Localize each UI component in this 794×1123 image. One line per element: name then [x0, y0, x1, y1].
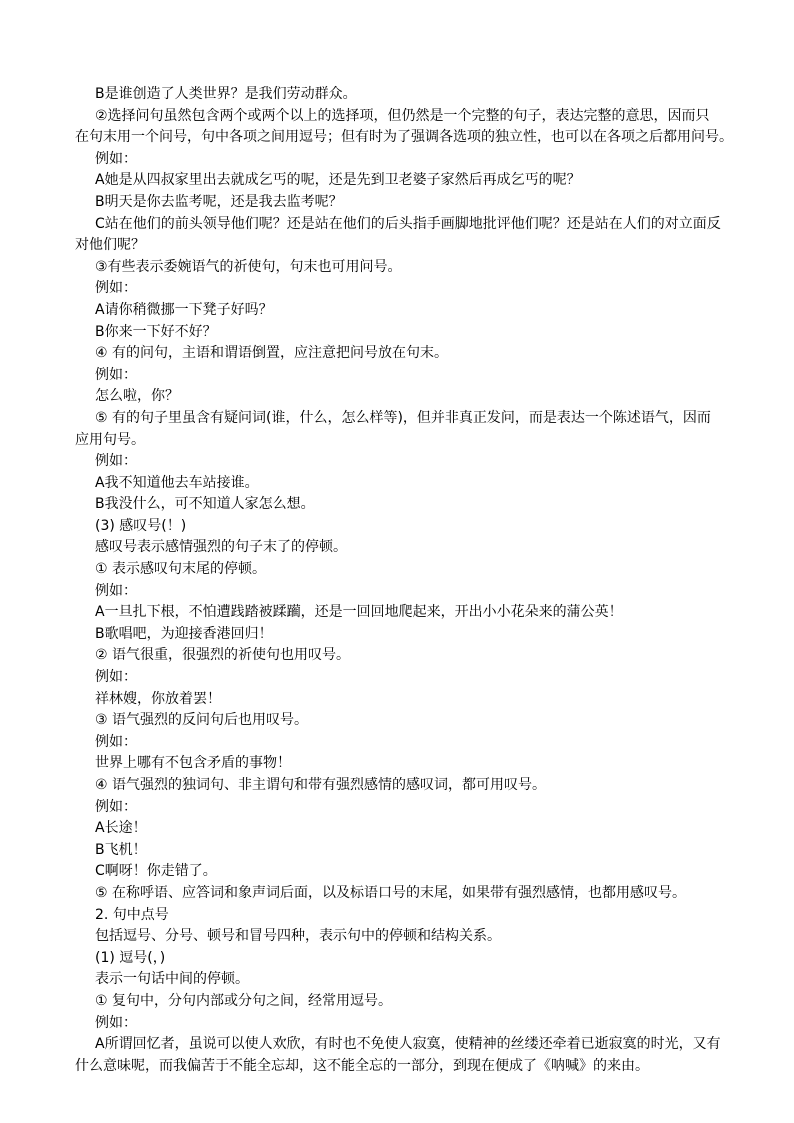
text-line: 包括逗号、分号、顿号和冒号四种，表示句中的停顿和结构关系。 — [95, 928, 501, 945]
text-line: ②选择问句虽然包含两个或两个以上的选择项，但仍然是一个完整的句子，表达完整的意思，因而只 — [95, 107, 710, 124]
text-line: 应用句号。 — [75, 431, 145, 448]
text-line: 例如： — [95, 280, 137, 297]
text-line: 在句末用一个问号，句中各项之间用逗号；但有时为了强调各选项的独立性，也可以在各项之后都用问号。 — [75, 129, 733, 146]
text-line: ③ 语气强烈的反问句后也用叹号。 — [95, 712, 309, 729]
text-line: 例如： — [95, 453, 137, 470]
text-line: C站在他们的前头领导他们呢？还是站在他们的后头指手画脚地批评他们呢？还是站在人们的对立面反 — [95, 215, 721, 232]
text-line: 例如： — [95, 150, 137, 167]
text-line: 表示一句话中间的停顿。 — [95, 971, 249, 988]
text-line: 例如： — [95, 669, 137, 686]
text-line: 感叹号表示感情强烈的句子末了的停顿。 — [95, 539, 347, 556]
text-line: B明天是你去监考呢，还是我去监考呢？ — [95, 193, 343, 210]
text-line: ① 表示感叹句末尾的停顿。 — [95, 561, 267, 578]
text-line: B飞机！ — [95, 841, 147, 858]
text-line: A所谓回忆者，虽说可以使人欢欣，有时也不免使人寂寞，使精神的丝缕还牵着已逝寂寞的时光，又有 — [95, 1036, 721, 1053]
section-heading: (3) 感叹号(！) — [95, 517, 187, 534]
text-line: 例如： — [95, 798, 137, 815]
text-line: ② 语气很重，很强烈的祈使句也用叹号。 — [95, 647, 350, 664]
text-line: 例如： — [95, 1014, 137, 1031]
text-line: ⑤ 有的句子里虽含有疑问词(谁，什么，怎么样等)，但并非真正发问，而是表达一个陈述语气，因而 — [95, 409, 711, 426]
text-line: ① 复句中，分句内部或分句之间，经常用逗号。 — [95, 992, 392, 1009]
text-line: 对他们呢？ — [75, 237, 145, 254]
text-line: B我没什么，可不知道人家怎么想。 — [95, 496, 315, 513]
text-line: ⑤ 在称呼语、应答词和象声词后面，以及标语口号的末尾，如果带有强烈感情，也都用感叹号。 — [95, 884, 686, 901]
text-line: B你来一下好不好？ — [95, 323, 217, 340]
text-line: 怎么啦，你？ — [95, 388, 179, 405]
text-line: 例如： — [95, 733, 137, 750]
section-heading: (1) 逗号(，) — [95, 949, 166, 966]
text-line: 世界上哪有不包含矛盾的事物！ — [95, 755, 291, 772]
document-body — [75, 84, 733, 1077]
text-line: ③有些表示委婉语气的祈使句，句末也可用问号。 — [95, 258, 402, 275]
text-line: A我不知道他去车站接谁。 — [95, 474, 259, 491]
text-line: 什么意味呢，而我偏苦于不能全忘却，这不能全忘的一部分，到现在便成了《呐喊》的来由。 — [75, 1057, 649, 1074]
text-line: B歌唱吧，为迎接香港回归！ — [95, 625, 273, 642]
text-line: ④ 有的问句，主语和谓语倒置，应注意把问号放在句末。 — [95, 345, 448, 362]
text-line: A一旦扎下根，不怕遭践踏被蹂躏，还是一回回地爬起来，开出小小花朵来的蒲公英！ — [95, 604, 623, 621]
text-line: 例如： — [95, 366, 137, 383]
text-line: A长途！ — [95, 820, 147, 837]
text-line: 祥林嫂，你放着罢！ — [95, 690, 221, 707]
text-line: ④ 语气强烈的独词句、非主谓句和带有强烈感情的感叹词，都可用叹号。 — [95, 777, 546, 793]
text-line: 例如： — [95, 582, 137, 599]
text-line: A她是从四叔家里出去就成乞丐的呢，还是先到卫老婆子家然后再成乞丐的呢？ — [95, 172, 581, 189]
text-line: A请你稍微挪一下凳子好吗？ — [95, 301, 273, 318]
text-line: C啊呀！你走错了。 — [95, 863, 217, 880]
section-heading: 2. 句中点号 — [95, 906, 169, 923]
text-line: B是谁创造了人类世界？是我们劳动群众。 — [95, 86, 357, 102]
